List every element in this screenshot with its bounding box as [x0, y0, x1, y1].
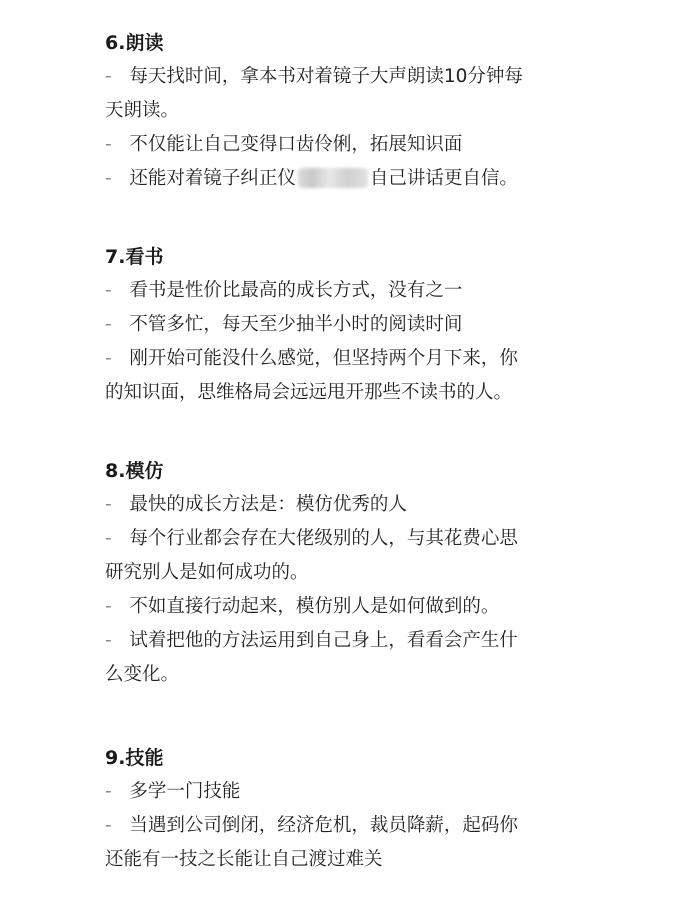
- bullet-dash: -: [105, 781, 112, 802]
- list-item: [105, 590, 605, 624]
- bullet-dash: -: [105, 314, 112, 335]
- list-item: [105, 308, 605, 342]
- list-item-text: 还能对着镜子纠正仪: [129, 168, 296, 189]
- list-item-text: 还能有一技之长能让自己渡过难关: [105, 849, 383, 870]
- bullet-dash: -: [105, 66, 112, 87]
- list-item-text: 看书是性价比最高的成长方式，没有之一: [129, 280, 463, 301]
- bullet-dash: -: [105, 528, 112, 549]
- bullet-dash: -: [105, 494, 112, 515]
- list-item-continuation: [105, 94, 605, 128]
- section-6-reading: [105, 26, 605, 196]
- section-heading: 6.朗读: [105, 32, 164, 54]
- bullet-dash: -: [105, 815, 112, 836]
- list-item: [105, 624, 605, 658]
- bullet-dash: -: [105, 348, 112, 369]
- list-item-text: 每个行业都会存在大佬级别的人，与其花费心思: [129, 528, 518, 549]
- list-item-text-after: 自己讲话更自信。: [369, 168, 518, 189]
- list-item-text: 当遇到公司倒闭，经济危机，裁员降薪，起码你: [129, 815, 518, 836]
- bullet-dash: -: [105, 630, 112, 651]
- list-item: [105, 274, 605, 308]
- list-item: [105, 128, 605, 162]
- bullet-dash: -: [105, 168, 112, 189]
- list-item-text: 不仅能让自己变得口齿伶俐，拓展知识面: [129, 134, 463, 155]
- list-item-text: 多学一门技能: [129, 781, 241, 802]
- list-item-continuation: [105, 376, 605, 410]
- list-item-continuation: [105, 556, 605, 590]
- list-item: [105, 162, 605, 196]
- list-item-text: 不管多忙，每天至少抽半小时的阅读时间: [129, 314, 463, 335]
- section-7-books: [105, 240, 605, 410]
- list-item: [105, 809, 605, 843]
- section-heading: 9.技能: [105, 747, 164, 769]
- list-item-text: 的知识面，思维格局会远远甩开那些不读书的人。: [105, 382, 513, 403]
- bullet-dash: -: [105, 134, 112, 155]
- list-item-text: 试着把他的方法运用到自己身上，看看会产生什: [129, 630, 518, 651]
- list-item-continuation: [105, 658, 605, 692]
- list-item: [105, 60, 605, 94]
- bullet-dash: -: [105, 280, 112, 301]
- list-item-text: 每天找时间，拿本书对着镜子大声朗读10分钟每: [129, 66, 523, 87]
- list-item: [105, 342, 605, 376]
- section-heading: 8.模仿: [105, 460, 164, 482]
- list-item-text: 不如直接行动起来，模仿别人是如何做到的。: [129, 596, 500, 617]
- list-item-text: 刚开始可能没什么感觉，但坚持两个月下来，你: [129, 348, 518, 369]
- list-item-text: 么变化。: [105, 664, 180, 685]
- section-8-imitate: [105, 454, 605, 692]
- section-9-skills: [105, 741, 605, 877]
- list-item: [105, 775, 605, 809]
- list-item: [105, 522, 605, 556]
- list-item-text: 研究别人是如何成功的。: [105, 562, 309, 583]
- list-item: [105, 488, 605, 522]
- list-item-text: 天朗读。: [105, 100, 180, 121]
- section-heading: 7.看书: [105, 246, 164, 268]
- list-item-text: 最快的成长方法是：模仿优秀的人: [129, 494, 407, 515]
- blurred-redaction: [298, 168, 368, 188]
- list-item-continuation: [105, 843, 605, 877]
- bullet-dash: -: [105, 596, 112, 617]
